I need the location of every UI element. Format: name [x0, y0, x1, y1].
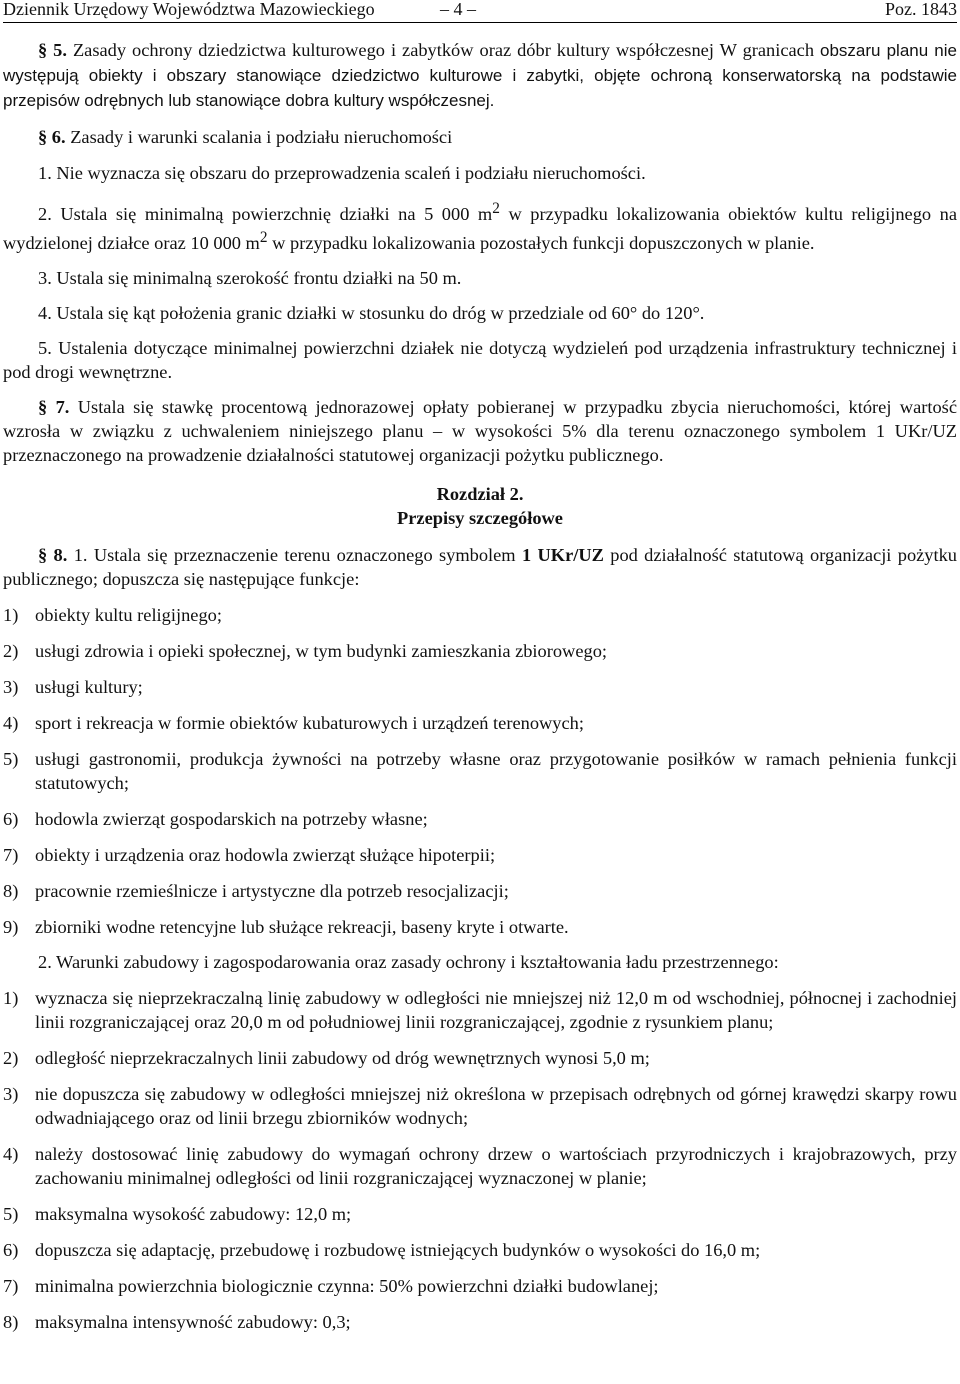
condition-item-number: 7): [3, 1276, 19, 1297]
zone-symbol: 1 UKr/UZ: [521, 545, 604, 566]
page-number: – 4 –: [440, 0, 476, 19]
journal-title: Dziennik Urzędowy Województwa Mazowieckiego: [3, 0, 375, 19]
condition-item-number: 5): [3, 1204, 19, 1225]
superscript-2b: 2: [259, 229, 268, 247]
condition-item-text: wyznacza się nieprzekraczalną linię zabudowy w odległości nie mniejszej niż 12,0 m od wschodniej, północnej i zachodniej linii rozgraniczającej oraz 20,0 m od południowej linii rozgraniczającej, zgodnie z rysunkiem planu;: [35, 988, 957, 1033]
function-item-text: usługi zdrowia i opieki społecznej, w tym budynki zamieszkania zbiorowego;: [35, 641, 608, 662]
section-6-paragraph-1: 1. Nie wyznacza się obszaru do przeprowadzenia scaleń i podziału nieruchomości.: [38, 163, 646, 183]
section-7-number: 7.: [55, 397, 70, 418]
section-6-title: Zasady i warunki scalania i podziału nieruchomości: [70, 127, 453, 147]
conditions-list: [3, 986, 957, 1334]
condition-item-text: nie dopuszcza się zabudowy w odległości mniejszej niż określona w przepisach odrębnych od górnej krawędzi skarpy rowu odwadniającego oraz od linii brzegu zbiorników wodnych;: [35, 1084, 957, 1129]
function-item-number: 9): [3, 917, 19, 938]
condition-item: [3, 1238, 957, 1262]
function-item-text: hodowla zwierząt gospodarskich na potrzeby własne;: [35, 809, 428, 830]
condition-item-number: 2): [3, 1048, 19, 1069]
condition-item: [3, 1082, 957, 1130]
section-6-heading: § 6. Zasady i warunki scalania i podziału nieruchomości: [38, 127, 453, 147]
function-item: [3, 747, 957, 795]
section-8-paragraph-1: § 8. 1. Ustala się przeznaczenie terenu oznaczonego symbolem 1 UKr/UZ pod działalność statutową organizacji pożytku publicznego; dopuszcza się następujące funkcje:: [3, 545, 957, 590]
section-5-lead: Zasady ochrony dziedzictwa kulturowego i zabytków oraz dóbr kultury współczesnej W granicach: [72, 40, 815, 60]
function-item-text: pracownie rzemieślnicze i artystyczne dla potrzeb resocjalizacji;: [35, 881, 509, 902]
document-body: [3, 30, 957, 1334]
superscript-2: 2: [492, 200, 500, 217]
function-item-number: 3): [3, 677, 19, 698]
function-item: [3, 843, 957, 867]
condition-item-number: 4): [3, 1144, 19, 1165]
page-header: [3, 0, 957, 23]
condition-item-number: 8): [3, 1312, 19, 1333]
function-item-number: 4): [3, 713, 19, 734]
section-8-number: 8.: [53, 545, 68, 566]
section-5-text: obszaru planu nie występują obiekty i obszary stanowiące dziedzictwo kulturowe i zabytki, objęte ochroną konserwatorską na podstawie przepisów odrębnych lub stanowiące dobra kultury współczesnej.: [3, 41, 957, 110]
function-item-text: usługi kultury;: [35, 677, 143, 698]
section-7-text: Ustala się stawkę procentową jednorazowej opłaty pobieranej w przypadku zbycia nieruchomości, której wartość wzrosła w związku z uchwaleniem niniejszego planu – w wysokości 5% dla terenu oznaczonego symbolem 1 UKr/UZ przeznaczonego na prowadzenie działalności statutowej organizacji pożytku publicznego.: [3, 397, 957, 466]
chapter-title: Rozdział 2.: [436, 484, 524, 505]
section-6-paragraph-2: 2. Ustala się minimalną powierzchnię działki na 5 000 $m^2$ w przypadku lokalizowania obiektów kultu religijnego na wydzielonej działce oraz 10 000 $m^2$ w przypadku lokalizowania pozostałych funkcji dopuszczonych w planie.: [3, 200, 957, 254]
function-item: [3, 675, 957, 699]
function-item-number: 8): [3, 881, 19, 902]
function-item-text: obiekty i urządzenia oraz hodowla zwierząt służące hipoterpii;: [35, 845, 496, 866]
condition-item-number: 1): [3, 988, 19, 1009]
function-item-number: 2): [3, 641, 19, 662]
condition-item-text: dopuszcza się adaptację, przebudowę i rozbudowę istniejących budynków o wysokości do 16,0 m;: [35, 1240, 761, 1261]
condition-item-number: 3): [3, 1084, 19, 1105]
section-6-paragraph-5: 5. Ustalenia dotyczące minimalnej powierzchni działek nie dotyczą wydzieleń pod urządzenia infrastruktury technicznej i pod drogi wewnętrzne.: [3, 338, 957, 383]
function-item: [3, 639, 957, 663]
function-item: [3, 879, 957, 903]
function-item-text: zbiorniki wodne retencyjne lub służące rekreacji, baseny kryte i otwarte.: [35, 917, 569, 938]
function-item-number: 6): [3, 809, 19, 830]
function-item-text: usługi gastronomii, produkcja żywności na potrzeby własne oraz przygotowanie posiłków w ramach pełnienia funkcji statutowych;: [35, 749, 957, 794]
function-item: [3, 807, 957, 831]
condition-item: [3, 1310, 957, 1334]
section-5: § 5. Zasady ochrony dziedzictwa kulturowego i zabytków oraz dóbr kultury współczesnej W granicach obszaru planu nie występują obiekty i obszary stanowiące dziedzictwo kulturowe i zabytki, objęte ochroną konserwatorską na podstawie przepisów odrębnych lub stanowiące dobra kultury współczesnej.: [3, 40, 957, 110]
condition-item: [3, 1142, 957, 1190]
section-5-number: 5.: [53, 40, 67, 60]
functions-list: [3, 603, 957, 939]
section-6-number: 6.: [51, 127, 66, 147]
section-6-paragraph-3: 3. Ustala się minimalną szerokość frontu działki na 50 m.: [38, 268, 462, 289]
chapter-subtitle: Przepisy szczegółowe: [397, 508, 563, 529]
condition-item-text: należy dostosować linię zabudowy do wymagań ochrony drzew o wartościach przyrodniczych i krajobrazowych, przy zachowaniu minimalnej odległości od linii rozgraniczającej wyznaczonej w planie;: [35, 1144, 957, 1189]
condition-item: [3, 1046, 957, 1070]
condition-item: [3, 1274, 957, 1298]
function-item-number: 1): [3, 605, 19, 626]
function-item-text: sport i rekreacja w formie obiektów kubaturowych i urządzeń terenowych;: [35, 713, 584, 734]
condition-item-number: 6): [3, 1240, 19, 1261]
condition-item-text: maksymalna wysokość zabudowy: 12,0 m;: [35, 1204, 352, 1225]
function-item-number: 7): [3, 845, 19, 866]
function-item: [3, 603, 957, 627]
section-6-paragraph-4: 4. Ustala się kąt położenia granic działki w stosunku do dróg w przedziale od 60° do 120°.: [38, 303, 705, 324]
condition-item-text: minimalna powierzchnia biologicznie czynna: 50% powierzchni działki budowlanej;: [35, 1276, 659, 1297]
function-item: [3, 915, 957, 939]
function-item-number: 5): [3, 749, 19, 770]
condition-item: [3, 1202, 957, 1226]
function-item-text: obiekty kultu religijnego;: [35, 605, 222, 626]
section-8-paragraph-2: 2. Warunki zabudowy i zagospodarowania oraz zasady ochrony i kształtowania ładu przestrzennego:: [38, 952, 779, 973]
function-item: [3, 711, 957, 735]
condition-item-text: maksymalna intensywność zabudowy: 0,3;: [35, 1312, 351, 1333]
section-7: § 7. Ustala się stawkę procentową jednorazowej opłaty pobieranej w przypadku zbycia nieruchomości, której wartość wzrosła w związku z uchwaleniem niniejszego planu – w wysokości 5% dla terenu oznaczonego symbolem 1 UKr/UZ przeznaczonego na prowadzenie działalności statutowej organizacji pożytku publicznego.: [3, 397, 957, 466]
condition-item-text: odległość nieprzekraczalnych linii zabudowy od dróg wewnętrznych wynosi 5,0 m;: [35, 1048, 650, 1069]
condition-item: [3, 986, 957, 1034]
position-number: Poz. 1843: [885, 0, 957, 19]
